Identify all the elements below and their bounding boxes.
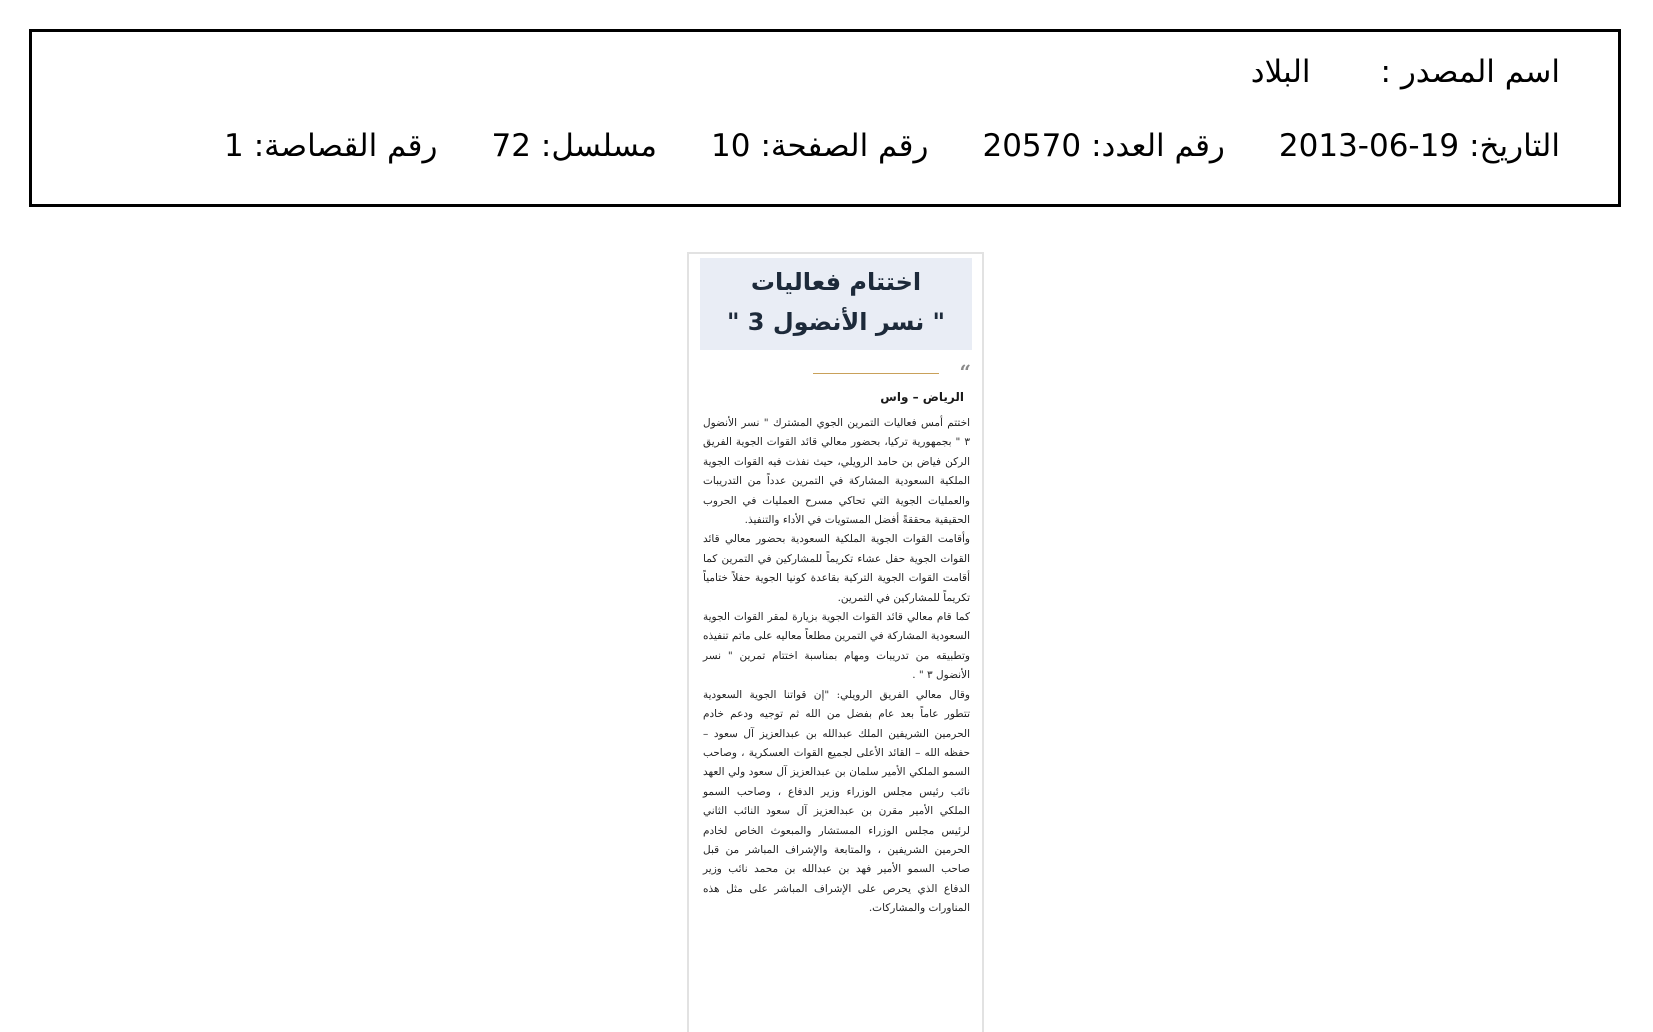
- article-paragraph: اختتم أمس فعاليات التمرين الجوي المشترك " نسر الأنضول ٣ " بجمهورية تركيا، بحضور معالي قائد القوات الجوية الفريق الركن فياض بن حامد الرويلي، حيث نفذت فيه القوات الجوية الملكية السعودية المشاركة في التمرين عدداً من التدريبات والعمليات الجوية التي تحاكي مسرح العمليات في الحروب الحقيقية محققةً أفضل المستويات في الأداء والتنفيذ.: [703, 417, 970, 527]
- dateline: الرياض – واس: [880, 390, 964, 404]
- quote-mark-icon: “: [959, 360, 971, 384]
- source-field: [1251, 54, 1560, 90]
- source-info-box: [29, 29, 1621, 207]
- clip-field: [224, 128, 437, 164]
- issue-label: رقم العدد:: [1091, 128, 1225, 164]
- source-value: البلاد: [1250, 54, 1311, 90]
- source-row: [1251, 54, 1560, 90]
- page-label: رقم الصفحة:: [760, 128, 929, 164]
- article-body: [703, 414, 970, 919]
- date-field: [1279, 128, 1560, 164]
- serial-label: مسلسل:: [540, 128, 658, 164]
- headline-line-1: اختتام فعاليات: [750, 268, 922, 296]
- quote-divider: [813, 360, 971, 384]
- page-field: [711, 128, 928, 164]
- page-value: 10: [711, 128, 751, 164]
- headline-box: [700, 258, 972, 350]
- issue-value: 20570: [982, 128, 1082, 164]
- date-label: التاريخ:: [1469, 128, 1560, 164]
- serial-value: 72: [491, 128, 531, 164]
- serial-field: [491, 128, 657, 164]
- article-paragraph: وقال معالي الفريق الرويلي: "إن قواتنا الجوية السعودية تتطور عاماً بعد عام بفضل من الله ثم توجيه ودعم خادم الحرمين الشريفين الملك عبدالله بن عبدالعزيز آل سعود – حفظه الله – القائد الأعلى لجميع القوات العسكرية ، وصاحب السمو الملكي الأمير سلمان بن عبدالعزيز آل سعود ولي العهد نائب رئيس مجلس الوزراء وزير الدفاع ، وصاحب السمو الملكي الأمير مقرن بن عبدالعزيز آل سعود النائب الثاني لرئيس مجلس الوزراء المستشار والمبعوث الخاص لخادم الحرمين الشريفين ، والمتابعة والإشراف المباشر من قبل صاحب السمو الأمير فهد بن عبدالله بن محمد نائب وزير الدفاع الذي يحرص على الإشراف المباشر على مثل هذه المناورات والمشاركات.: [703, 688, 970, 915]
- newspaper-clipping: [687, 252, 984, 1032]
- date-value: 2013-06-19: [1278, 128, 1460, 164]
- source-label: اسم المصدر :: [1380, 54, 1560, 90]
- issue-field: [982, 128, 1224, 164]
- article-paragraph: كما قام معالي قائد القوات الجوية بزيارة لمقر القوات الجوية السعودية المشاركة في التمرين مطلعاً معاليه على ماتم تنفيذه وتطبيقه من تدريبات ومهام بمناسبة اختتام تمرين " نسر الأنضول ٣ " .: [703, 611, 970, 682]
- divider-line: [813, 373, 939, 374]
- details-row: [224, 128, 1560, 164]
- clip-value: 1: [224, 128, 244, 164]
- headline-line-2: " نسر الأنضول 3 ": [726, 308, 946, 336]
- clip-label: رقم القصاصة:: [253, 128, 438, 164]
- article-paragraph: وأقامت القوات الجوية الملكية السعودية بحضور معالي قائد القوات الجوية حفل عشاء تكريماً للمشاركين في التمرين كما أقامت القوات الجوية التركية بقاعدة كونيا الجوية حفلاً ختامياً تكريماً للمشاركين في التمرين.: [703, 533, 970, 604]
